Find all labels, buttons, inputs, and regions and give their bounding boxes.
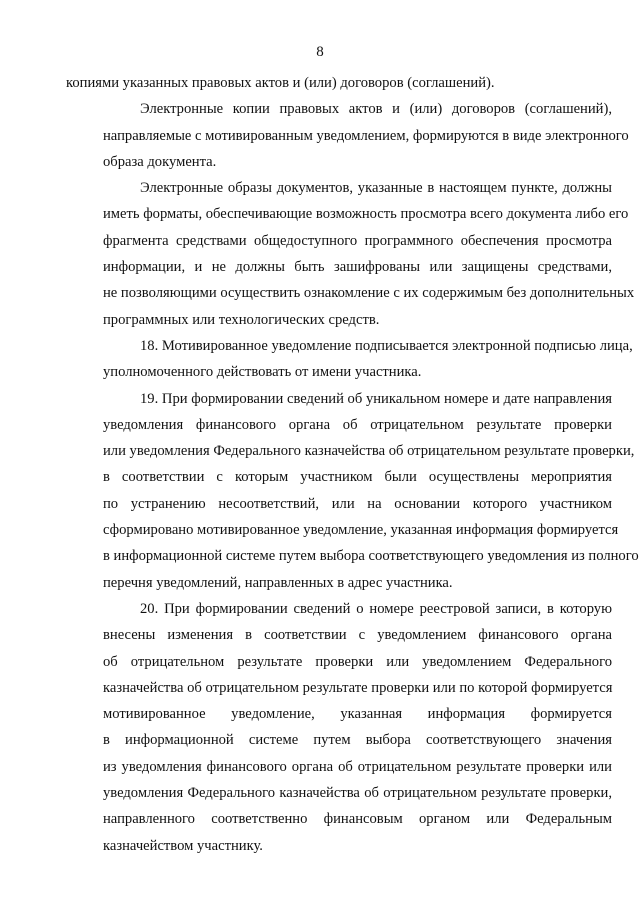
text-line: перечня уведомлений, направленных в адрес участника.	[103, 574, 453, 591]
paragraph	[66, 96, 629, 175]
text-line: в соответствии с которым участником были осуществлены мероприятия	[103, 469, 612, 486]
document-body	[66, 70, 639, 859]
text-line: в информационной системе путем выбора соответствующего уведомления из полного	[103, 548, 639, 565]
text-line: уведомления Федерального казначейства об отрицательном результате проверки,	[103, 785, 612, 802]
paragraph	[66, 175, 635, 333]
page-number: 8	[316, 44, 324, 60]
text-line: 18. Мотивированное уведомление подписывается электронной подписью лица,	[140, 337, 633, 354]
text-line: или уведомления Федерального казначейства об отрицательном результате проверки,	[103, 443, 635, 460]
text-line: сформировано мотивированное уведомление, указанная информация формируется	[103, 522, 619, 539]
text-line: не позволяющими осуществить ознакомление с их содержимым без дополнительных	[103, 285, 635, 302]
text-line: направленного соответственно финансовым органом или Федеральным	[103, 811, 612, 828]
text-line: программных или технологических средств.	[103, 311, 380, 328]
text-line: 20. При формировании сведений о номере реестровой записи, в которую	[140, 600, 612, 617]
text-line: копиями указанных правовых актов и (или) договоров (соглашений).	[66, 75, 495, 91]
text-line: иметь форматы, обеспечивающие возможность просмотра всего документа либо его	[103, 206, 629, 223]
text-line: казначейства об отрицательном результате проверки или по которой формируется	[103, 679, 613, 696]
text-line: фрагмента средствами общедоступного программного обеспечения просмотра	[103, 232, 612, 249]
text-line: Электронные образы документов, указанные в настоящем пункте, должны	[140, 180, 612, 197]
text-line: 19. При формировании сведений об уникальном номере и дате направления	[140, 390, 612, 407]
text-line: из уведомления финансового органа об отрицательном результате проверки или	[103, 758, 612, 775]
text-line: уполномоченного действовать от имени участника.	[103, 364, 422, 381]
paragraph	[66, 596, 612, 859]
text-line: информации, и не должны быть зашифрованы или защищены средствами,	[103, 259, 612, 276]
paragraph	[66, 70, 612, 96]
text-line: казначейством участнику.	[103, 837, 263, 854]
text-line: образа документа.	[103, 153, 217, 170]
paragraph	[66, 333, 633, 386]
text-line: уведомления финансового органа об отрицательном результате проверки	[103, 416, 612, 433]
text-line: внесены изменения в соответствии с уведомлением финансового органа	[103, 627, 612, 644]
text-line: об отрицательном результате проверки или уведомлением Федерального	[103, 653, 612, 670]
text-line: Электронные копии правовых актов и (или) договоров (соглашений),	[140, 101, 612, 118]
text-line: мотивированное уведомление, указанная информация формируется	[103, 706, 612, 723]
text-line: направляемые с мотивированным уведомлением, формируются в виде электронного	[103, 127, 629, 144]
paragraph	[66, 386, 639, 596]
text-line: в информационной системе путем выбора соответствующего значения	[103, 732, 612, 749]
text-line: по устранению несоответствий, или на основании которого участником	[103, 495, 612, 512]
